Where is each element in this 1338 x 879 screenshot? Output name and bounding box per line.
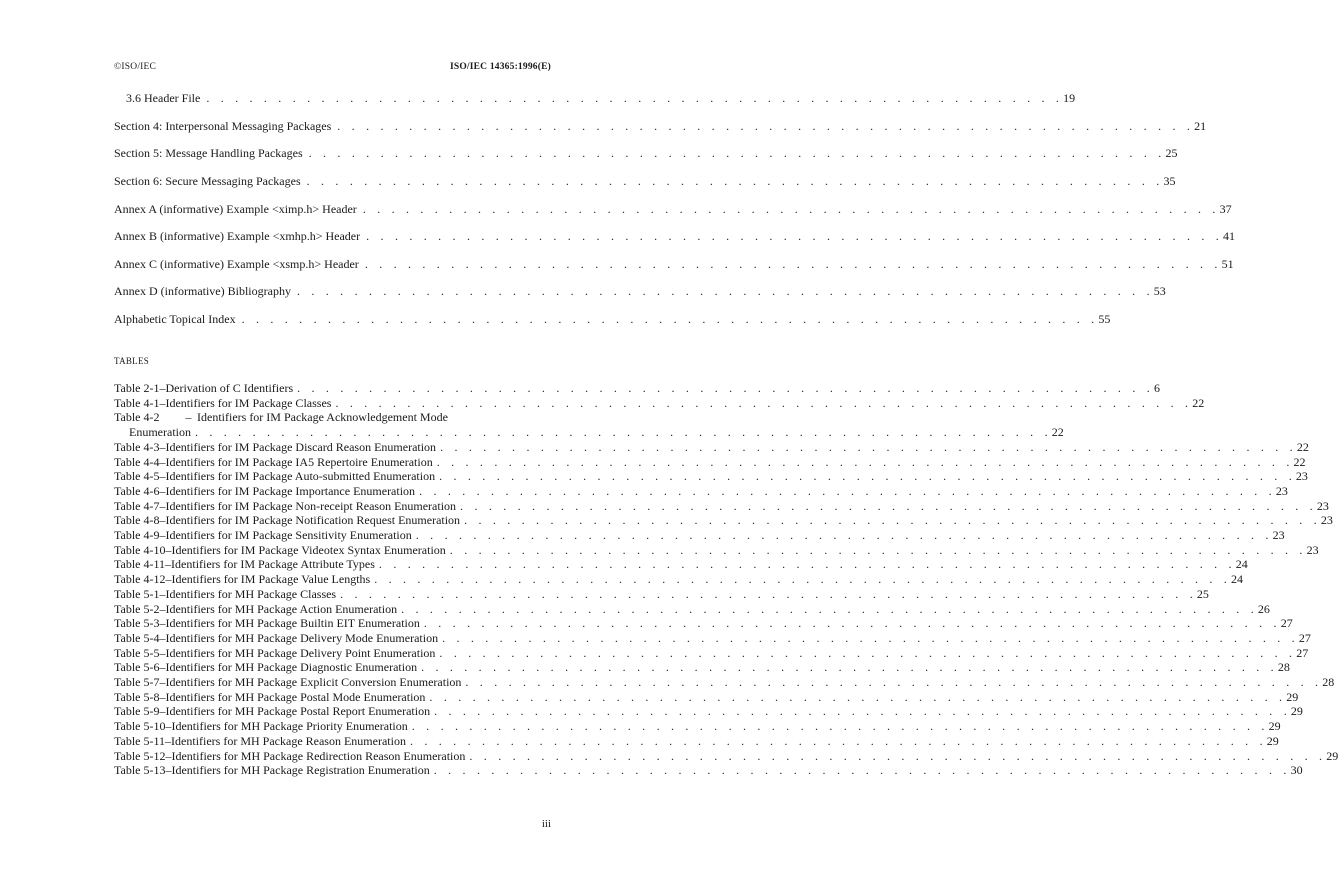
dot-leader: . . . . . . . . . . . . . . . . . . . . . . . . . . . . . . . . . . . . . . . . . . . . . . . . . . . . . . . . . . . . — [464, 513, 1321, 528]
toc-entry — [114, 284, 1166, 302]
table-entry-page: 26 — [1257, 601, 1270, 616]
dash-separator: – — [165, 557, 172, 572]
dot-leader: . . . . . . . . . . . . . . . . . . . . . . . . . . . . . . . . . . . . . . . . . . . . . . . . . . . . . . . . . . . . — [337, 119, 1195, 133]
table-entry-title: Identifiers for IM Package Auto-submitted Enumeration — [165, 469, 436, 484]
dot-leader: . . . . . . . . . . . . . . . . . . . . . . . . . . . . . . . . . . . . . . . . . . . . . . . . . . . . . . . . . . . . — [429, 689, 1287, 704]
table-entry — [114, 498, 1329, 514]
table-entry-title: Identifiers for IM Package IA5 Repertoire Enumeration — [165, 454, 433, 469]
table-entry-number: Table 2-1 — [114, 381, 160, 395]
table-entry-title: Identifiers for IM Package Videotex Syntax Enumeration — [171, 542, 446, 557]
dot-leader: . . . . . . . . . . . . . . . . . . . . . . . . . . . . . . . . . . . . . . . . . . . . . . . . . . . . . . . . . . . . — [434, 704, 1291, 719]
table-entry-continuation — [114, 425, 1064, 440]
toc-entry-label: Section 4: Interpersonal Messaging Packages — [114, 119, 332, 133]
dash-separator: – — [159, 660, 166, 675]
table-entry-page: 29 — [1266, 733, 1279, 748]
table-entry-number: Table 4-5 — [114, 469, 160, 484]
toc-entry — [114, 146, 1178, 164]
table-entry — [114, 381, 1160, 396]
table-entry-page: 28 — [1277, 660, 1290, 675]
table-entry — [114, 719, 1281, 734]
table-entry-number: Table 5-9 — [114, 704, 160, 719]
table-entry-title: Identifiers for IM Package Value Lengths — [171, 572, 371, 587]
table-entry-title: Identifiers for IM Package Acknowledgement Mode — [197, 410, 448, 425]
dot-leader: . . . . . . . . . . . . . . . . . . . . . . . . . . . . . . . . . . . . . . . . . . . . . . . . . . . . . . . . . . . . — [366, 229, 1223, 243]
table-entry-title: Identifiers for MH Package Reason Enumeration — [171, 733, 406, 748]
dash-separator: – — [159, 586, 166, 601]
table-entry-page: 27 — [1280, 616, 1293, 631]
table-entry-number: Table 4-1 — [114, 395, 160, 410]
table-entry-title: Identifiers for MH Package Delivery Point Enumeration — [165, 645, 436, 660]
table-entry-number: Table 5-4 — [114, 630, 160, 645]
toc-entry-page: 41 — [1222, 229, 1235, 243]
dash-separator: – — [159, 513, 166, 528]
table-entry-page: 22 — [1051, 425, 1064, 440]
table-entry-number: Table 5-1 — [114, 586, 160, 601]
dash-separator: – — [185, 410, 192, 425]
toc-entry-label: 3.6 Header File — [126, 91, 201, 105]
page-number: iii — [541, 818, 551, 830]
table-entry — [114, 483, 1288, 499]
table-entry-page: 29 — [1268, 719, 1281, 734]
header-left: ©ISO/IEC — [114, 62, 157, 72]
table-entry — [114, 513, 1333, 528]
table-entry-page: 23 — [1295, 469, 1308, 484]
table-entry-number: Table 4-9 — [114, 528, 160, 542]
toc-entry-page: 51 — [1221, 257, 1234, 271]
table-entry-page: 23 — [1272, 528, 1285, 542]
table-entry-page: 24 — [1235, 557, 1248, 572]
table-entry-title: Identifiers for MH Package Priority Enumeration — [171, 719, 408, 734]
toc-entry — [126, 91, 1076, 109]
toc-entry-label: Alphabetic Topical Index — [114, 312, 236, 326]
dash-separator: – — [165, 719, 172, 734]
table-entry-title: Derivation of C Identifiers — [165, 381, 294, 395]
dot-leader: . . . . . . . . . . . . . . . . . . . . . . . . . . . . . . . . . . . . . . . . . . . . . . . . . . . . . . . . . . . . — [440, 439, 1297, 454]
dash-separator: – — [159, 630, 166, 645]
table-entry — [114, 616, 1293, 631]
dot-leader: . . . . . . . . . . . . . . . . . . . . . . . . . . . . . . . . . . . . . . . . . . . . . . . . . . . . . . . . . . . . — [308, 146, 1166, 160]
table-entry-page: 29 — [1326, 748, 1338, 763]
table-entry — [114, 439, 1309, 455]
table-entry — [114, 586, 1209, 602]
table-entry-title: Identifiers for IM Package Attribute Types — [171, 557, 375, 572]
table-entry-number: Table 5-5 — [114, 645, 160, 660]
table-entry-title: Identifiers for IM Package Notification Request Enumeration — [165, 513, 461, 528]
toc-entry-label: Annex A (informative) Example <ximp.h> Header — [114, 202, 357, 216]
dot-leader: . . . . . . . . . . . . . . . . . . . . . . . . . . . . . . . . . . . . . . . . . . . . . . . . . . . . . . . . . . . . — [436, 454, 1294, 469]
table-entry-title: Identifiers for MH Package Diagnostic Enumeration — [165, 660, 418, 675]
table-entry-page: 29 — [1290, 704, 1303, 719]
table-entry-page: 25 — [1196, 586, 1209, 601]
table-entry — [114, 748, 1338, 764]
table-entry-page: 29 — [1286, 689, 1299, 704]
dash-separator: – — [165, 572, 172, 587]
table-entry-page: 23 — [1275, 483, 1288, 498]
dash-separator: – — [159, 645, 166, 660]
table-entry-page: 23 — [1316, 498, 1329, 513]
dot-leader: . . . . . . . . . . . . . . . . . . . . . . . . . . . . . . . . . . . . . . . . . . . . . . . . . . . . . . . . . . . . — [378, 557, 1236, 572]
table-entry — [114, 395, 1205, 411]
dot-leader: . . . . . . . . . . . . . . . . . . . . . . . . . . . . . . . . . . . . . . . . . . . . . . . . . . . . . . . . . . . . — [296, 284, 1154, 298]
toc-entry-label: Section 5: Message Handling Packages — [114, 146, 303, 160]
table-entry-number: Table 4-4 — [114, 454, 160, 469]
dot-leader: . . . . . . . . . . . . . . . . . . . . . . . . . . . . . . . . . . . . . . . . . . . . . . . . . . . . . . . . . . . . — [297, 381, 1154, 395]
table-entry-number: Table 5-7 — [114, 675, 160, 689]
table-entry-page: 23 — [1320, 513, 1333, 528]
dot-leader: . . . . . . . . . . . . . . . . . . . . . . . . . . . . . . . . . . . . . . . . . . . . . . . . . . . . . . . . . . . . — [439, 469, 1296, 484]
dash-separator: – — [165, 542, 172, 557]
table-entry-title: Identifiers for MH Package Postal Report Enumeration — [165, 704, 431, 719]
table-entry-number: Table 5-12 — [114, 748, 166, 763]
table-entry — [114, 557, 1248, 572]
table-entry-number: Table 5-6 — [114, 660, 160, 675]
dash-separator: – — [159, 483, 166, 498]
dot-leader: . . . . . . . . . . . . . . . . . . . . . . . . . . . . . . . . . . . . . . . . . . . . . . . . . . . . . . . . . . . . — [449, 542, 1307, 557]
dot-leader: . . . . . . . . . . . . . . . . . . . . . . . . . . . . . . . . . . . . . . . . . . . . . . . . . . . . . . . . . . . . — [362, 202, 1220, 216]
dash-separator: – — [159, 498, 166, 513]
toc-entry — [114, 119, 1207, 137]
table-entry — [114, 704, 1303, 719]
table-entry — [114, 601, 1270, 617]
toc-entry-page: 35 — [1163, 174, 1176, 188]
table-entry — [114, 733, 1279, 749]
table-entry-title: Identifiers for MH Package Explicit Conversion Enumeration — [165, 675, 462, 689]
dot-leader: . . . . . . . . . . . . . . . . . . . . . . . . . . . . . . . . . . . . . . . . . . . . . . . . . . . . . . . . . . . . — [364, 257, 1222, 271]
dash-separator: – — [159, 454, 166, 469]
table-entry-number: Table 4-11 — [114, 557, 166, 572]
table-entry-title: Identifiers for MH Package Postal Mode Enumeration — [165, 689, 426, 704]
table-entry-page: 28 — [1322, 675, 1335, 689]
dot-leader: . . . . . . . . . . . . . . . . . . . . . . . . . . . . . . . . . . . . . . . . . . . . . . . . . . . . . . . . . . . . — [423, 616, 1281, 631]
dot-leader: . . . . . . . . . . . . . . . . . . . . . . . . . . . . . . . . . . . . . . . . . . . . . . . . . . . . . . . . . . . . — [433, 763, 1291, 778]
dash-separator: – — [165, 763, 172, 778]
table-entry-number: Table 4-10 — [114, 542, 166, 557]
table-entry-page: 30 — [1290, 763, 1303, 778]
toc-entry-label: Annex D (informative) Bibliography — [114, 284, 291, 298]
dash-separator: – — [159, 675, 166, 689]
table-entry-number: Table 4-2 — [114, 410, 160, 425]
dot-leader: . . . . . . . . . . . . . . . . . . . . . . . . . . . . . . . . . . . . . . . . . . . . . . . . . . . . . . . . . . . . — [401, 601, 1258, 616]
dash-separator: – — [159, 601, 166, 616]
toc-entry-page: 55 — [1098, 312, 1111, 326]
table-entry-title: Identifiers for MH Package Redirection Reason Enumeration — [171, 748, 466, 763]
table-entry-title: Identifiers for MH Package Delivery Mode Enumeration — [165, 630, 439, 645]
table-entry-page: 23 — [1306, 542, 1319, 557]
toc-entry-page: 25 — [1165, 146, 1178, 160]
dot-leader: . . . . . . . . . . . . . . . . . . . . . . . . . . . . . . . . . . . . . . . . . . . . . . . . . . . . . . . . . . . . — [374, 572, 1232, 587]
dot-leader: . . . . . . . . . . . . . . . . . . . . . . . . . . . . . . . . . . . . . . . . . . . . . . . . . . . . . . . . . . . . — [442, 630, 1299, 645]
table-entry-page: 22 — [1293, 454, 1306, 469]
table-entry — [114, 660, 1290, 675]
toc-entry — [114, 202, 1232, 220]
table-entry-number: Table 4-7 — [114, 498, 160, 513]
table-entry-number: Table 5-8 — [114, 689, 160, 704]
header-right: ISO/IEC 14365:1996(E) — [449, 62, 551, 72]
table-entry — [114, 572, 1244, 587]
dash-separator: – — [159, 689, 166, 704]
table-entry-number: Table 5-2 — [114, 601, 160, 616]
table-entry-title: Identifiers for IM Package Importance Enumeration — [165, 483, 416, 498]
dot-leader: . . . . . . . . . . . . . . . . . . . . . . . . . . . . . . . . . . . . . . . . . . . . . . . . . . . . . . . . . . . . — [194, 425, 1052, 440]
table-entry-title: Identifiers for IM Package Classes — [165, 395, 332, 410]
dash-separator: – — [159, 469, 166, 484]
toc-entry-page: 53 — [1153, 284, 1166, 298]
dot-leader: . . . . . . . . . . . . . . . . . . . . . . . . . . . . . . . . . . . . . . . . . . . . . . . . . . . . . . . . . . . . — [465, 675, 1323, 689]
toc-entry — [114, 257, 1234, 275]
table-entry — [114, 763, 1303, 778]
dot-leader: . . . . . . . . . . . . . . . . . . . . . . . . . . . . . . . . . . . . . . . . . . . . . . . . . . . . . . . . . . . . — [469, 748, 1327, 763]
dot-leader: . . . . . . . . . . . . . . . . . . . . . . . . . . . . . . . . . . . . . . . . . . . . . . . . . . . . . . . . . . . . — [460, 498, 1317, 513]
table-entry-title: Identifiers for IM Package Discard Reason Enumeration — [165, 439, 437, 454]
table-entry-number: Table 4-12 — [114, 572, 166, 587]
toc-entry-page: 19 — [1063, 91, 1076, 105]
dash-separator: – — [159, 528, 166, 542]
table-entry — [114, 645, 1309, 661]
toc-entry — [114, 312, 1111, 330]
dash-separator: – — [159, 395, 166, 410]
table-entry-page: 22 — [1296, 439, 1309, 454]
dot-leader: . . . . . . . . . . . . . . . . . . . . . . . . . . . . . . . . . . . . . . . . . . . . . . . . . . . . . . . . . . . . — [419, 483, 1276, 498]
table-entry-number: Table 5-10 — [114, 719, 166, 734]
table-entry-title-continued: Enumeration — [129, 425, 191, 440]
dot-leader: . . . . . . . . . . . . . . . . . . . . . . . . . . . . . . . . . . . . . . . . . . . . . . . . . . . . . . . . . . . . — [439, 645, 1297, 660]
table-entry — [114, 410, 551, 425]
table-entry — [114, 528, 1285, 543]
dot-leader: . . . . . . . . . . . . . . . . . . . . . . . . . . . . . . . . . . . . . . . . . . . . . . . . . . . . . . . . . . . . — [411, 719, 1269, 734]
dash-separator: – — [159, 616, 166, 631]
toc-entry-label: Section 6: Secure Messaging Packages — [114, 174, 301, 188]
table-entry-page: 27 — [1298, 630, 1311, 645]
dot-leader: . . . . . . . . . . . . . . . . . . . . . . . . . . . . . . . . . . . . . . . . . . . . . . . . . . . . . . . . . . . . — [306, 174, 1164, 188]
table-entry — [114, 469, 1308, 484]
dot-leader: . . . . . . . . . . . . . . . . . . . . . . . . . . . . . . . . . . . . . . . . . . . . . . . . . . . . . . . . . . . . — [206, 91, 1064, 105]
toc-entry — [114, 174, 1176, 192]
table-entry-title: Identifiers for MH Package Builtin EIT Enumeration — [165, 616, 420, 631]
table-entry-title: Identifiers for IM Package Non-receipt Reason Enumeration — [165, 498, 457, 513]
table-entry-number: Table 4-6 — [114, 483, 160, 498]
table-entry-number: Table 4-8 — [114, 513, 160, 528]
table-entry-title: Identifiers for MH Package Classes — [165, 586, 337, 601]
dot-leader: . . . . . . . . . . . . . . . . . . . . . . . . . . . . . . . . . . . . . . . . . . . . . . . . . . . . . . . . . . . . — [409, 733, 1267, 748]
table-entry-page: 6 — [1153, 381, 1160, 395]
table-entry-title: Identifiers for MH Package Action Enumeration — [165, 601, 398, 616]
table-entry — [114, 689, 1299, 705]
table-entry-number: Table 5-13 — [114, 763, 166, 778]
table-entry — [114, 454, 1306, 470]
table-entry-page: 22 — [1192, 395, 1205, 410]
dash-separator: – — [165, 733, 172, 748]
table-entry — [114, 675, 1335, 690]
table-entry-number: Table 5-3 — [114, 616, 160, 631]
dash-separator: – — [159, 381, 166, 395]
toc-entry-page: 21 — [1194, 119, 1207, 133]
dot-leader: . . . . . . . . . . . . . . . . . . . . . . . . . . . . . . . . . . . . . . . . . . . . . . . . . . . . . . . . . . . . — [335, 395, 1193, 410]
table-entry-number: Table 5-11 — [114, 733, 166, 748]
toc-entry-page: 37 — [1219, 202, 1232, 216]
table-entry-number: Table 4-3 — [114, 439, 160, 454]
table-entry-page: 24 — [1231, 572, 1244, 587]
table-entry-title: Identifiers for IM Package Sensitivity Enumeration — [165, 528, 412, 542]
dash-separator: – — [159, 704, 166, 719]
table-entry — [114, 630, 1311, 646]
table-entry-page: 27 — [1296, 645, 1309, 660]
dot-leader: . . . . . . . . . . . . . . . . . . . . . . . . . . . . . . . . . . . . . . . . . . . . . . . . . . . . . . . . . . . . — [415, 528, 1273, 542]
toc-entry-label: Annex C (informative) Example <xsmp.h> Header — [114, 257, 359, 271]
dash-separator: – — [165, 748, 172, 763]
table-entry-title: Identifiers for MH Package Registration Enumeration — [171, 763, 430, 778]
tables-heading: TABLES — [114, 356, 150, 366]
dot-leader: . . . . . . . . . . . . . . . . . . . . . . . . . . . . . . . . . . . . . . . . . . . . . . . . . . . . . . . . . . . . — [421, 660, 1278, 675]
dot-leader: . . . . . . . . . . . . . . . . . . . . . . . . . . . . . . . . . . . . . . . . . . . . . . . . . . . . . . . . . . . . — [241, 312, 1099, 326]
dash-separator: – — [159, 439, 166, 454]
toc-entry — [114, 229, 1235, 247]
dot-leader: . . . . . . . . . . . . . . . . . . . . . . . . . . . . . . . . . . . . . . . . . . . . . . . . . . . . . . . . . . . . — [340, 586, 1197, 601]
table-entry — [114, 542, 1319, 558]
toc-entry-label: Annex B (informative) Example <xmhp.h> Header — [114, 229, 361, 243]
